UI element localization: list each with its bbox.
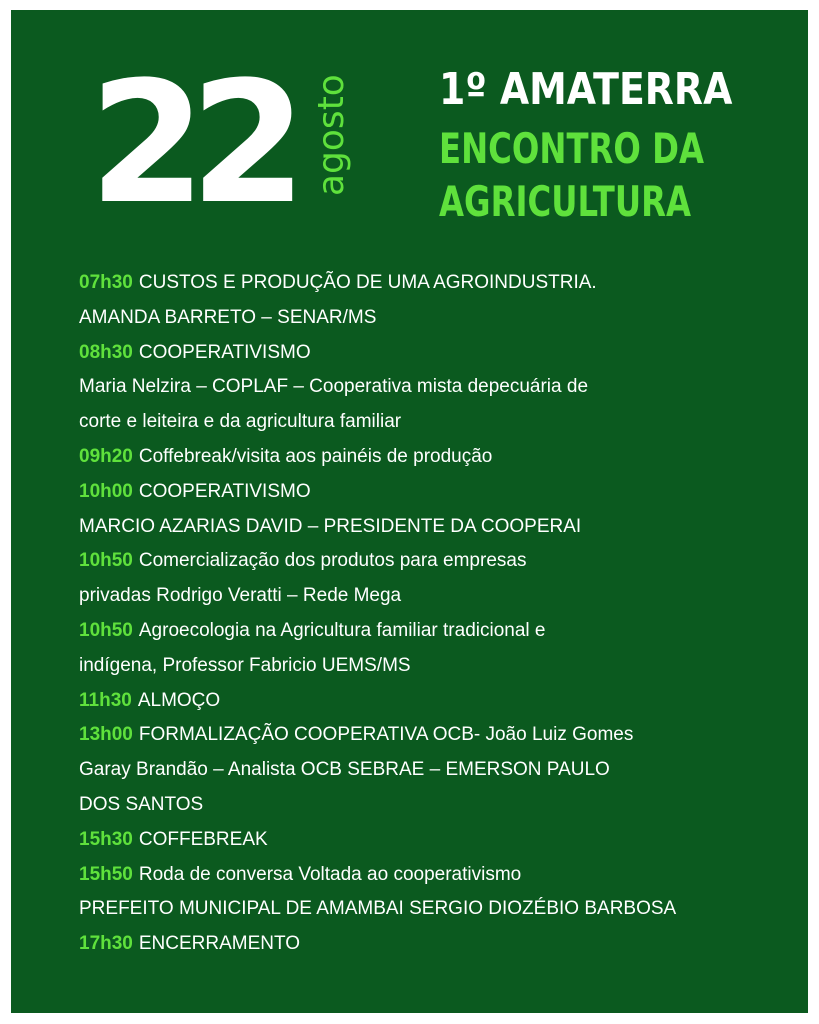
schedule-text: privadas Rodrigo Veratti – Rede Mega — [79, 585, 402, 607]
schedule-line — [79, 858, 769, 893]
schedule-time: 11h30 — [79, 689, 132, 711]
schedule-time: 15h30 — [79, 828, 133, 850]
schedule-list — [79, 266, 769, 962]
schedule-line — [79, 336, 769, 371]
schedule-time: 13h00 — [79, 724, 133, 746]
schedule-text: Agroecologia na Agricultura familiar tradicional e — [138, 619, 546, 641]
schedule-text: ENCERRAMENTO — [138, 933, 301, 955]
schedule-line — [79, 614, 769, 649]
event-month: agosto — [311, 74, 352, 196]
schedule-line — [79, 510, 769, 545]
schedule-time: 15h50 — [79, 863, 133, 885]
schedule-text: FORMALIZAÇÃO COOPERATIVA OCB- João Luiz Gomes — [138, 724, 634, 746]
schedule-line — [79, 753, 769, 788]
schedule-text: COFFEBREAK — [138, 828, 268, 850]
schedule-time: 09h20 — [79, 445, 133, 467]
schedule-text: Coffebreak/visita aos painéis de produção — [138, 445, 493, 467]
event-subtitle — [439, 122, 704, 228]
schedule-text: COOPERATIVISMO — [138, 341, 311, 363]
schedule-time: 17h30 — [79, 933, 133, 955]
schedule-text: ALMOÇO — [137, 689, 221, 711]
event-subtitle-line: ENCONTRO DA — [439, 124, 705, 173]
schedule-line — [79, 684, 769, 719]
schedule-text: AMANDA BARRETO – SENAR/MS — [79, 306, 377, 328]
schedule-time: 10h50 — [79, 550, 133, 572]
schedule-text: CUSTOS E PRODUÇÃO DE UMA AGROINDUSTRIA. — [138, 272, 597, 293]
schedule-line — [79, 405, 769, 440]
schedule-text: Maria Nelzira – COPLAF – Cooperativa mista depecuária de — [79, 376, 589, 398]
schedule-text: Comercialização dos produtos para empresas — [138, 550, 527, 572]
schedule-text: PREFEITO MUNICIPAL DE AMAMBAI SERGIO DIOZÉBIO BARBOSA — [79, 898, 677, 920]
schedule-line — [79, 718, 769, 753]
schedule-line — [79, 649, 769, 684]
schedule-line — [79, 370, 769, 405]
schedule-text: MARCIO AZARIAS DAVID – PRESIDENTE DA COOPERAI — [79, 515, 582, 537]
schedule-line — [79, 927, 769, 962]
schedule-text: indígena, Professor Fabricio UEMS/MS — [79, 654, 411, 676]
schedule-time: 08h30 — [79, 341, 133, 363]
event-day: 22 — [89, 45, 291, 241]
schedule-line — [79, 475, 769, 510]
schedule-line — [79, 892, 769, 927]
schedule-time: 07h30 — [79, 272, 133, 293]
schedule-text: Garay Brandão – Analista OCB SEBRAE – EMERSON PAULO — [79, 759, 610, 781]
event-title: 1º AMATERRA — [439, 64, 733, 115]
event-poster — [11, 10, 808, 1013]
schedule-line — [79, 823, 769, 858]
schedule-time: 10h00 — [79, 480, 133, 502]
schedule-text: DOS SANTOS — [79, 793, 204, 815]
schedule-text: corte e leiteira e da agricultura familiar — [79, 411, 402, 433]
event-subtitle-line: AGRICULTURA — [439, 177, 692, 226]
schedule-line — [79, 301, 769, 336]
schedule-time: 10h50 — [79, 619, 133, 641]
schedule-line — [79, 579, 769, 614]
schedule-line — [79, 544, 769, 579]
schedule-line — [79, 788, 769, 823]
schedule-line — [79, 440, 769, 475]
schedule-line — [79, 266, 769, 301]
schedule-text: Roda de conversa Voltada ao cooperativismo — [138, 863, 522, 885]
schedule-text: COOPERATIVISMO — [138, 480, 311, 502]
